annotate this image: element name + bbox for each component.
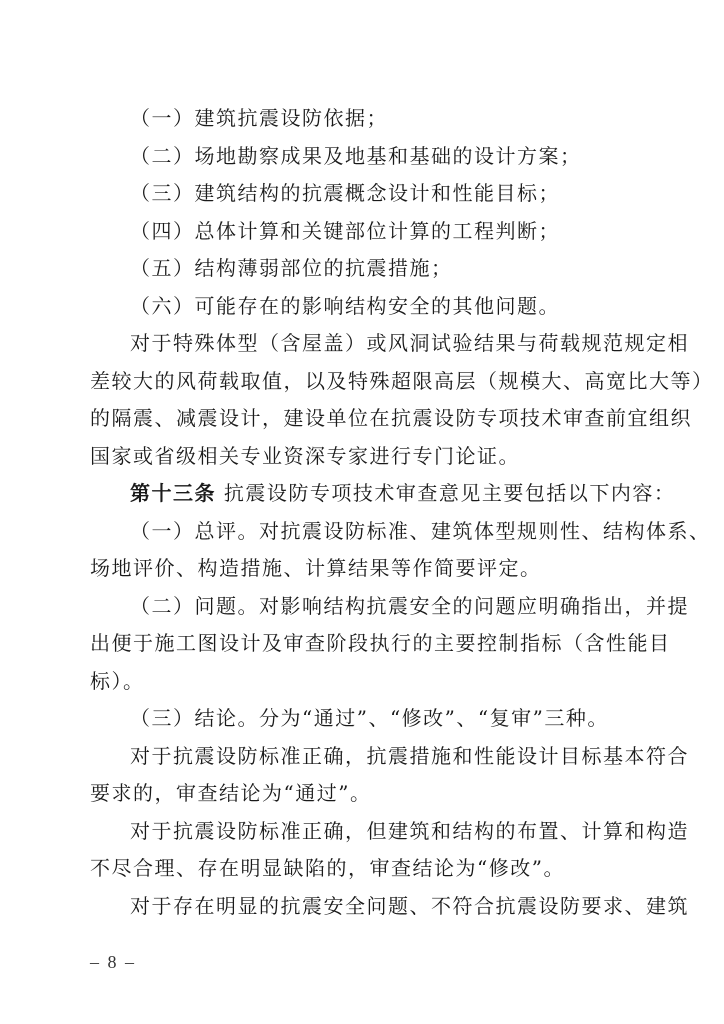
special-paragraph-line: 的隔震、减震设计，建设单位在抗震设防专项技术审查前宜组织 [90, 406, 692, 430]
pass-paragraph-line: 要求的，审查结论为“通过”。 [90, 781, 372, 805]
list-item: （四）总体计算和关键部位计算的工程判断； [130, 218, 560, 243]
opinion-conclusion: （三）结论。分为“通过”、“修改”、“复审”三种。 [130, 706, 609, 730]
opinion-general-line: 场地评价、构造措施、计算结果等作简要评定。 [90, 556, 542, 580]
body-text [90, 100, 714, 925]
opinion-problems-line: （二）问题。对影响结构抗震安全的问题应明确指出，并提 [130, 593, 689, 618]
modify-paragraph-line: 对于抗震设防标准正确，但建筑和结构的布置、计算和构造 [130, 818, 689, 843]
opinion-problems-line: 出便于施工图设计及审查阶段执行的主要控制指标（含性能目 [90, 631, 671, 655]
list-item: （五）结构薄弱部位的抗震措施； [130, 256, 453, 280]
article-13-text: 抗震设防专项技术审查意见主要包括以下内容： [223, 481, 676, 505]
special-paragraph-line: 对于特殊体型（含屋盖）或风洞试验结果与荷载规范规定相 [130, 331, 689, 355]
special-paragraph-line: 差较大的风荷载取值，以及特殊超限高层（规模大、高宽比大等） [90, 368, 714, 393]
article-13-label: 第十三条 [130, 481, 216, 505]
page-number: – 8 – [90, 952, 136, 972]
special-paragraph-line: 国家或省级相关专业资深专家进行专门论证。 [90, 443, 520, 468]
list-item: （六）可能存在的影响结构安全的其他问题。 [130, 293, 560, 318]
review-paragraph-line: 对于存在明显的抗震安全问题、不符合抗震设防要求、建筑 [130, 893, 689, 918]
article-13-heading [90, 475, 676, 513]
modify-paragraph-line: 不尽合理、存在明显缺陷的，审查结论为“修改”。 [90, 856, 565, 880]
list-item: （一）建筑抗震设防依据； [130, 106, 388, 130]
pass-paragraph-line: 对于抗震设防标准正确，抗震措施和性能设计目标基本符合 [130, 743, 689, 768]
opinion-general-line: （一）总评。对抗震设防标准、建筑体型规则性、结构体系、 [130, 518, 711, 543]
list-item: （二）场地勘察成果及地基和基础的设计方案； [130, 143, 582, 168]
opinion-problems-line: 标）。 [90, 668, 145, 693]
list-item: （三）建筑结构的抗震概念设计和性能目标； [130, 181, 560, 205]
